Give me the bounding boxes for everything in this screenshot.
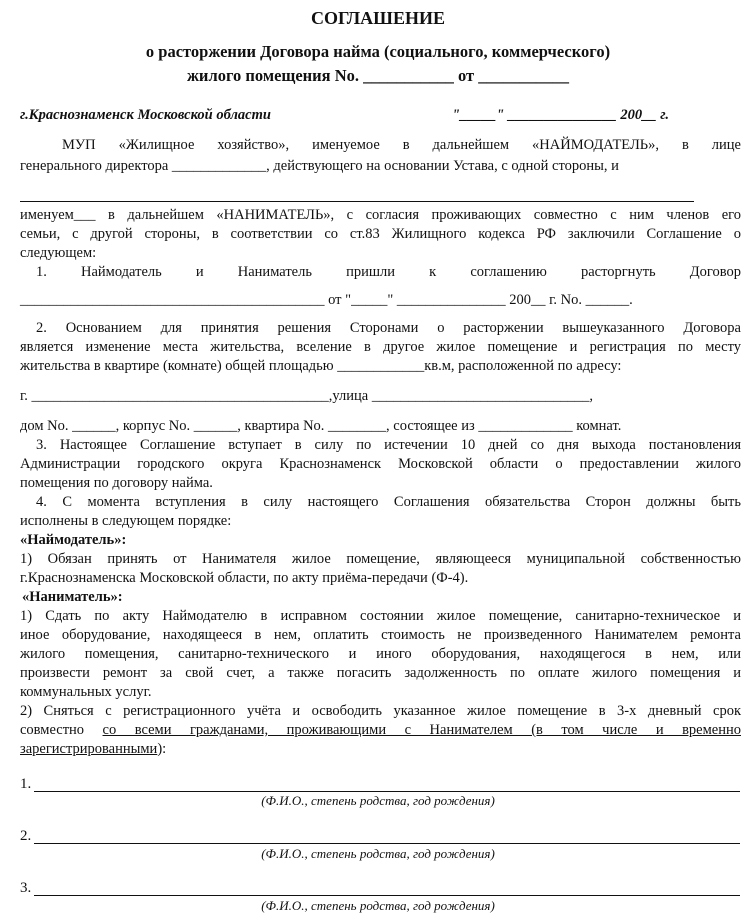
landlord-heading: «Наймодатель»: <box>20 532 127 548</box>
person-number: 2. <box>20 828 32 844</box>
tenant-line-text: ): <box>157 741 167 757</box>
clause-1-line: __________________________________________ от "_____" _______________ 200__ г. No. ______. <box>20 292 633 308</box>
clause-3-line: помещения по договору найма. <box>20 475 213 491</box>
document-subtitle-line-2: жилого помещения No. ___________ от ___________ <box>186 66 570 85</box>
clause-1-line: 1. Наймодатель и Наниматель пришли к соглашению расторгнуть Договор <box>36 264 741 280</box>
tenant-line-underlined-text: со всеми гражданами, проживающими с Нанимателем (в том числе и временно <box>102 722 741 738</box>
document-title: СОГЛАШЕНИЕ <box>311 8 445 28</box>
person-caption: (Ф.И.О., степень родства, год рождения) <box>261 898 495 913</box>
person-caption: (Ф.И.О., степень родства, год рождения) <box>261 793 495 808</box>
document-subtitle-line-1: о расторжении Договора найма (социального, коммерческого) <box>145 42 611 61</box>
person-number: 3. <box>20 880 32 896</box>
address-line: дом No. ______, корпус No. ______, квартира No. ________, состоящее из _____________ комнат. <box>20 418 622 434</box>
tenant-obligation-line: иное оборудование, находящееся в нем, оплатить стоимость не произведенного Нанимателем ремонта <box>20 627 741 643</box>
preamble-line: генерального директора _____________, действующего на основании Устава, с одной стороны, и <box>20 158 619 174</box>
clause-4-line: 4. С момента вступления в силу настоящего Соглашения обязательства Сторон должны быть <box>36 494 741 510</box>
tenant-obligation-line: 1) Сдать по акту Наймодателю в исправном состоянии жилое помещение, санитарно-техническое и <box>20 608 741 624</box>
clause-2-line: 2. Основанием для принятия решения Сторонами о расторжении вышеуказанного Договора <box>36 320 741 336</box>
clause-3-line: Администрации городского округа Краснознаменск Московской области о предоставлении жилого <box>20 456 741 472</box>
landlord-obligation-line: г.Краснознаменска Московской области, по акту приёма-передачи (Ф-4). <box>20 570 469 586</box>
clause-2-line: является изменение места жительства, вселение в другое жилое помещение и регистрация по месту <box>20 339 741 355</box>
preamble-line: следующем: <box>20 245 97 261</box>
tenant-obligation-line <box>20 741 741 758</box>
person-caption: (Ф.И.О., степень родства, год рождения) <box>261 846 495 861</box>
tenant-name-blank <box>20 185 694 202</box>
tenant-line-underlined-text: зарегистрированными <box>20 741 158 757</box>
person-blank-line <box>34 791 740 792</box>
clause-2-line: жительства в квартире (комнате) общей площадью ____________кв.м, расположенной по адресу: <box>20 358 622 374</box>
tenant-obligation-line: жилого помещения, санитарно-технического и иного оборудования, находящегося в нем, или <box>20 646 741 662</box>
agreement-date: "_____" _______________ 200__ г. <box>452 107 670 123</box>
tenant-obligation-line: коммунальных услуг. <box>20 684 152 700</box>
preamble-line: семьи, с другой стороны, в соответствии со ст.83 Жилищного кодекса РФ заключили Соглашение о <box>20 226 741 242</box>
person-blank-line <box>34 895 740 896</box>
clause-4-line: исполнены в следующем порядке: <box>20 513 232 529</box>
person-blank-line <box>34 843 740 844</box>
tenant-obligation-line: 2) Сняться с регистрационного учёта и освободить указанное жилое помещение в 3-х дневный срок <box>20 703 741 719</box>
tenant-obligation-line <box>20 722 741 739</box>
tenant-line-text: совместно <box>20 722 103 738</box>
clause-3-line: 3. Настоящее Соглашение вступает в силу по истечении 10 дней со дня выхода постановления <box>36 437 741 453</box>
tenant-obligation-line: произвести ремонт за свой счет, а также погасить задолженность по оплате жилого помещения и <box>20 665 741 681</box>
city-location: г.Краснознаменск Московской области <box>20 107 271 123</box>
preamble-line: МУП «Жилищное хозяйство», именуемое в дальнейшем «НАЙМОДАТЕЛЬ», в лице <box>62 137 741 153</box>
address-line: г. _________________________________________,улица ______________________________, <box>20 388 593 404</box>
person-number: 1. <box>20 776 32 792</box>
tenant-heading: «Наниматель»: <box>22 589 123 605</box>
landlord-obligation-line: 1) Обязан принять от Нанимателя жилое помещение, являющееся муниципальной собственностью <box>20 551 741 567</box>
preamble-line: именуем___ в дальнейшем «НАНИМАТЕЛЬ», с согласия проживающих совместно с ним членов его <box>20 207 741 223</box>
